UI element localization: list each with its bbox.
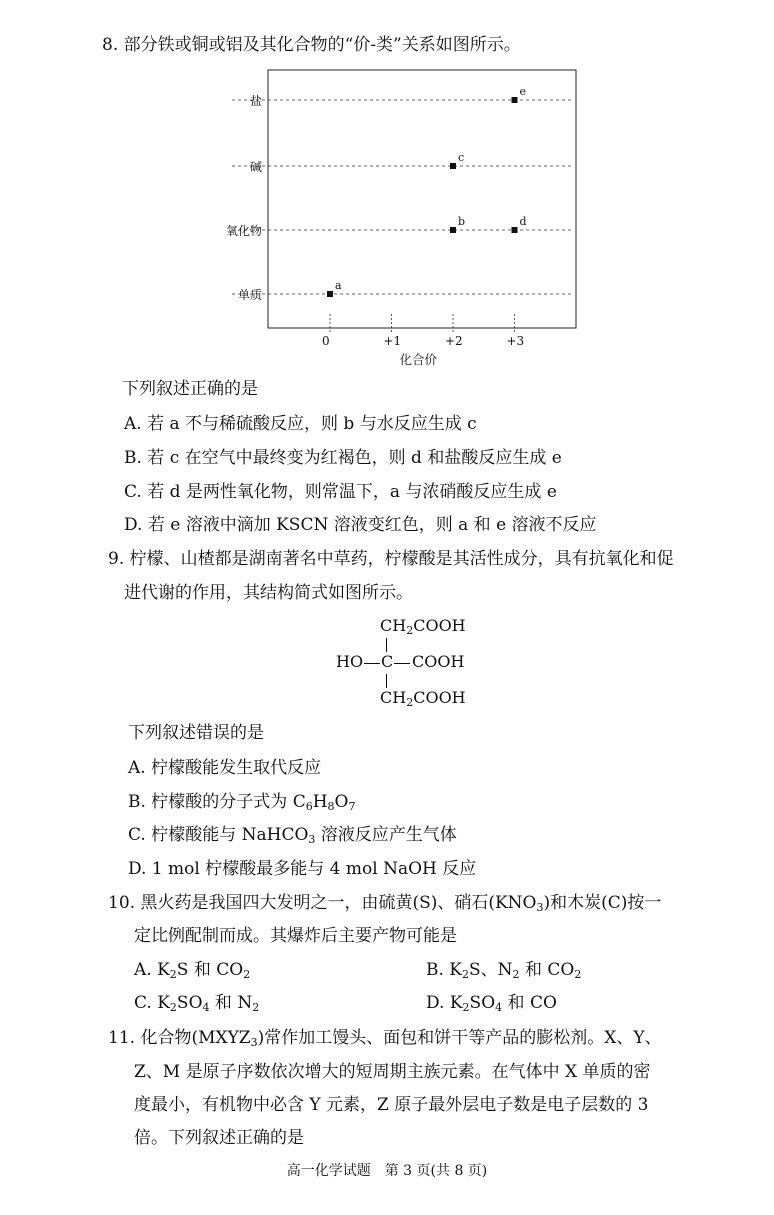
x-axis-title: 化合价 — [399, 352, 438, 367]
q11-line2: Z、M 是原子序数依次增大的短周期主族元素。在气体中 X 单质的密 — [134, 1062, 651, 1082]
q9-option-b: B. 柠檬酸的分子式为 $C_6H_8O_7$ — [128, 792, 356, 813]
point-label-b: b — [458, 215, 466, 228]
structure-bond-top — [386, 638, 387, 652]
q8-stem: 8. 部分铁或铜或铝及其化合物的“价-类”关系如图所示。 — [102, 35, 521, 55]
point-label-e: e — [519, 85, 527, 98]
data-point-e — [512, 97, 518, 103]
y-category-label: 氧化物 — [225, 224, 262, 238]
point-label-a: a — [335, 279, 342, 292]
q10-option-c: C. $K_2SO_4$ 和 $N_2$ — [134, 993, 260, 1014]
q9-stem-line1: 9. 柠檬、山楂都是湖南著名中草药，柠檬酸是其活性成分，具有抗氧化和促 — [108, 549, 674, 569]
q8-option-d: D. 若 e 溶液中滴加 KSCN 溶液变红色，则 a 和 e 溶液不反应 — [124, 515, 597, 535]
q10-option-a: A. $K_2S$ 和 $CO_2$ — [134, 960, 251, 981]
q9-option-d: D. 1 mol 柠檬酸最多能与 4 mol NaOH 反应 — [128, 859, 477, 879]
data-point-a — [327, 291, 333, 297]
q10-option-b: B. $K_2S$、$N_2$ 和 $CO_2$ — [426, 960, 582, 981]
structure-center-carbon: C — [381, 652, 394, 671]
q11-line1: 11. 化合物$(MXYZ_3)$常作加工馒头、面包和饼干等产品的膨松剂。X、Y、 — [108, 1028, 662, 1049]
structure-bond-bottom — [386, 674, 387, 688]
data-point-b — [450, 227, 456, 233]
y-category-label: 碱 — [249, 160, 262, 174]
structure-ho: HO — [336, 652, 364, 671]
y-category-label: 单质 — [237, 288, 262, 302]
q8-prompt: 下列叙述正确的是 — [122, 379, 258, 399]
point-label-d: d — [519, 215, 527, 228]
valence-class-chart — [210, 62, 590, 367]
x-tick-label: +3 — [506, 334, 525, 348]
y-category-label: 盐 — [249, 94, 262, 108]
structure-bond-right — [394, 663, 410, 664]
structure-bottom-group: $CH_2COOH$ — [380, 688, 466, 709]
structure-cooh: COOH — [412, 652, 465, 671]
page-footer: 高一化学试题 第 3 页(共 8 页) — [286, 1163, 488, 1179]
point-label-c: c — [458, 151, 465, 164]
plot-frame — [268, 70, 576, 328]
chart-svg — [210, 62, 590, 367]
q9-stem-line2: 进代谢的作用，其结构简式如图所示。 — [124, 583, 413, 603]
x-tick-label: 0 — [322, 334, 330, 348]
q11-line3: 度最小，有机物中必含 Y 元素，Z 原子最外层电子数是电子层数的 3 — [134, 1095, 649, 1115]
x-tick-label: +1 — [383, 334, 402, 348]
q10-option-d: D. $K_2SO_4$ 和 CO — [426, 993, 557, 1014]
q11-line4: 倍。下列叙述正确的是 — [134, 1128, 304, 1148]
data-point-c — [450, 163, 456, 169]
structure-bond-left — [364, 663, 380, 664]
structure-top-group: $CH_2COOH$ — [380, 616, 466, 637]
q9-option-c: C. 柠檬酸能与 NaHCO$_3$ 溶液反应产生气体 — [128, 825, 457, 846]
data-point-d — [512, 227, 518, 233]
q10-stem-line1: 10. 黑火药是我国四大发明之一，由硫黄(S)、硝石$(KNO_3)$和木炭(C)按一 — [108, 893, 662, 914]
x-tick-label: +2 — [445, 334, 463, 348]
q10-stem-line2: 定比例配制而成。其爆炸后主要产物可能是 — [134, 926, 457, 946]
q9-prompt: 下列叙述错误的是 — [128, 723, 264, 743]
q9-option-a: A. 柠檬酸能发生取代反应 — [128, 758, 322, 778]
q8-option-c: C. 若 d 是两性氧化物，则常温下，a 与浓硝酸反应生成 e — [124, 482, 557, 502]
q8-option-b: B. 若 c 在空气中最终变为红褐色，则 d 和盐酸反应生成 e — [124, 448, 562, 468]
q8-option-a: A. 若 a 不与稀硫酸反应，则 b 与水反应生成 c — [124, 414, 477, 434]
